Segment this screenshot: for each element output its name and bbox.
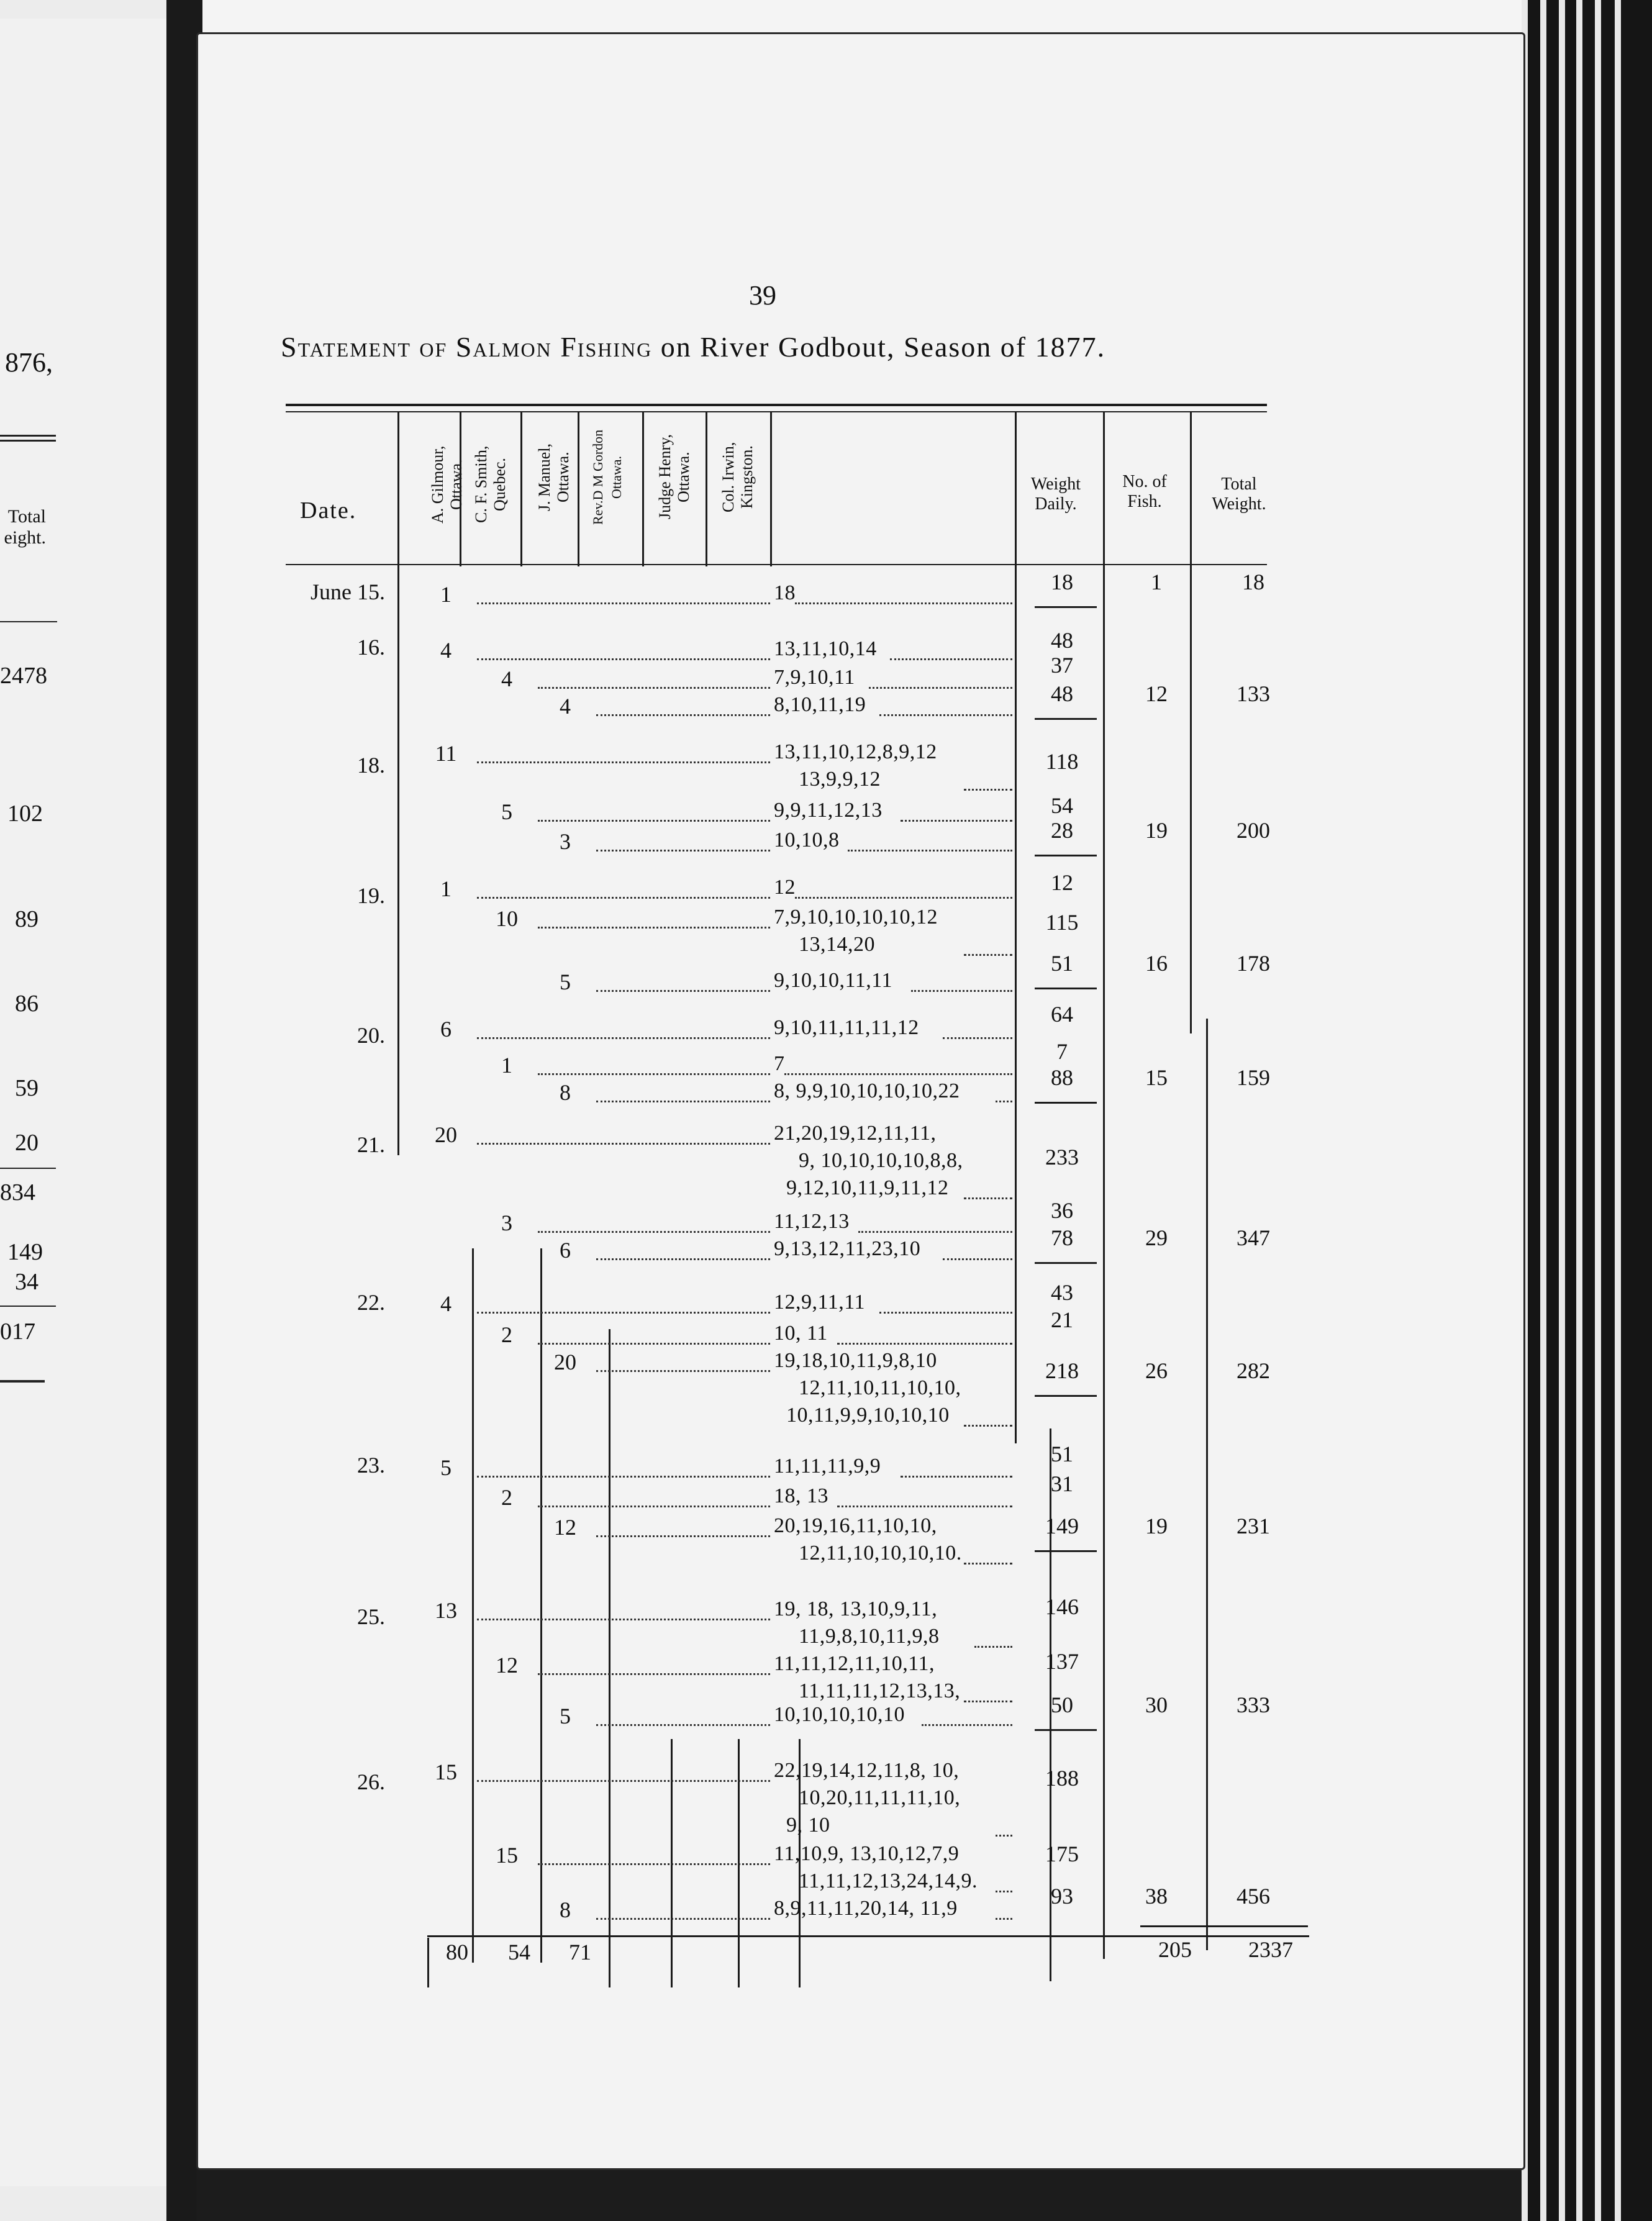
weight-daily: 88 [1051, 1065, 1073, 1090]
column-rule [1206, 1019, 1208, 1950]
title-rule [286, 404, 1267, 406]
angler-count: 3 [560, 829, 571, 854]
fish-weights: 12,9,11,11 [774, 1291, 865, 1314]
angler-count: 8 [560, 1897, 571, 1922]
dot-leader [477, 1037, 770, 1039]
day-total-weight: 333 [1237, 1692, 1270, 1717]
weight-daily: 31 [1051, 1471, 1073, 1496]
column-rule [706, 412, 707, 566]
dot-leader [974, 1646, 1012, 1648]
angler-count: 8 [560, 1080, 571, 1105]
dot-leader [596, 1370, 770, 1372]
weight-daily: 118 [1045, 749, 1079, 774]
day-fish-count: 30 [1145, 1692, 1168, 1717]
weight-daily: 51 [1051, 951, 1073, 976]
prev-value: 20 [15, 1130, 39, 1156]
weight-daily: 137 [1045, 1649, 1079, 1674]
day-fish-count: 19 [1145, 818, 1168, 843]
weight-daily: 93 [1051, 1884, 1073, 1909]
day-total-weight: 133 [1237, 681, 1270, 706]
fish-weights: 8, 9,9,10,10,10,10,22 [774, 1079, 960, 1102]
dot-leader [901, 1476, 1012, 1478]
prev-value: 59 [15, 1075, 39, 1101]
dot-leader [477, 1476, 770, 1478]
fish-weights: 19,18,10,11,9,8,10 [774, 1349, 937, 1372]
angler-count: 3 [501, 1210, 512, 1235]
day-total-weight: 18 [1242, 570, 1264, 594]
day-rule [1035, 1262, 1097, 1264]
dot-leader [858, 1231, 1012, 1233]
dot-leader [538, 927, 770, 929]
angler-count: 5 [440, 1455, 452, 1480]
prev-rule [0, 435, 56, 437]
row-date: 19. [357, 883, 385, 908]
angler-count: 10 [496, 906, 518, 931]
totals-rule [1140, 1925, 1308, 1927]
dot-leader [964, 1425, 1012, 1427]
dot-leader [538, 1506, 770, 1507]
dot-leader [477, 658, 770, 660]
day-rule [1035, 1550, 1097, 1552]
fish-weights: 18 [774, 581, 796, 604]
weight-daily: 78 [1051, 1225, 1073, 1250]
dot-leader [596, 1535, 770, 1537]
fish-weights: 11,11,11,12,13,13, [799, 1679, 961, 1702]
header-angler-smith: C. F. Smith, Quebec. [472, 445, 509, 524]
day-total-weight: 456 [1237, 1884, 1270, 1909]
angler-count: 5 [560, 1704, 571, 1728]
fish-weights: 9,12,10,11,9,11,12 [786, 1176, 949, 1199]
dot-leader [784, 1073, 1012, 1075]
dot-leader [837, 1343, 1012, 1345]
dot-leader [848, 850, 1012, 852]
total-smith: 54 [508, 1940, 530, 1964]
fish-weights: 10,11,9,9,10,10,10 [786, 1404, 950, 1427]
fish-weights: 19, 18, 13,10,9,11, [774, 1597, 938, 1620]
dot-leader [477, 761, 770, 763]
weight-daily: 175 [1045, 1842, 1079, 1866]
fish-weights: 20,19,16,11,10,10, [774, 1514, 937, 1537]
column-rule [397, 412, 399, 1155]
dot-leader [477, 897, 770, 899]
fish-weights: 9,13,12,11,23,10 [774, 1237, 921, 1260]
day-rule [1035, 606, 1097, 608]
prev-value: 149 [7, 1239, 43, 1265]
weight-daily: 50 [1051, 1692, 1073, 1717]
fish-weights: 7 [774, 1052, 785, 1075]
fish-weights: 22,19,14,12,11,8, 10, [774, 1759, 960, 1782]
dot-leader [596, 714, 770, 716]
day-fish-count: 29 [1145, 1225, 1168, 1250]
fish-weights: 11,11,12,11,10,11, [774, 1652, 935, 1675]
header-no-of-fish: No. of Fish. [1122, 472, 1167, 511]
angler-count: 12 [496, 1653, 518, 1678]
angler-count: 20 [435, 1122, 457, 1147]
weight-daily: 37 [1051, 653, 1073, 678]
dot-leader [996, 1101, 1012, 1102]
angler-count: 20 [554, 1350, 576, 1374]
fish-weights: 9, 10 [786, 1814, 830, 1837]
angler-count: 5 [560, 970, 571, 994]
row-date: 26. [357, 1769, 385, 1794]
weight-daily: 146 [1045, 1594, 1079, 1619]
dot-leader [538, 1231, 770, 1233]
previous-page [0, 19, 170, 2186]
dot-leader [943, 1037, 1012, 1039]
column-rule [1015, 412, 1017, 1443]
angler-count: 4 [560, 694, 571, 719]
fish-weights: 12,11,10,10,10,10. [799, 1542, 962, 1565]
column-rule [609, 1329, 610, 1987]
prev-value: 017 [0, 1319, 35, 1345]
day-total-weight: 347 [1237, 1225, 1270, 1250]
prev-title-fragment: 876, [5, 347, 53, 378]
dot-leader [477, 1143, 770, 1145]
dot-leader [964, 789, 1012, 791]
fish-weights: 11,9,8,10,11,9,8 [799, 1625, 940, 1648]
total-gilmour: 80 [446, 1940, 468, 1964]
day-rule [1035, 855, 1097, 856]
prev-rule [0, 1306, 56, 1307]
angler-count: 6 [560, 1238, 571, 1263]
prev-value: 86 [15, 991, 39, 1017]
row-date: 16. [357, 635, 385, 660]
row-date: 21. [357, 1132, 385, 1157]
dot-leader [477, 1312, 770, 1314]
row-date: 20. [357, 1023, 385, 1048]
row-date: 22. [357, 1290, 385, 1315]
fish-weights: 8,9,11,11,20,14, 11,9 [774, 1897, 958, 1920]
weight-daily: 28 [1051, 818, 1073, 843]
row-date: June 15. [311, 579, 385, 604]
prev-value: 2478 [0, 663, 47, 689]
dot-leader [596, 1724, 770, 1726]
angler-count: 4 [501, 666, 512, 691]
prev-rule [0, 1168, 56, 1169]
angler-count: 15 [435, 1760, 457, 1784]
dot-leader [879, 1312, 1012, 1314]
page-title: Statement of Salmon Fishing on River Godbout, Season of 1877. [281, 331, 1106, 363]
header-date: Date. [300, 497, 357, 524]
prev-value: 89 [15, 906, 39, 932]
prev-value: 834 [0, 1179, 35, 1206]
weight-daily: 54 [1051, 793, 1073, 818]
weight-daily: 36 [1051, 1198, 1073, 1223]
angler-count: 6 [440, 1017, 452, 1042]
dot-leader [795, 897, 1012, 899]
dot-leader [964, 1701, 1012, 1702]
header-weight-daily: Weight Daily. [1030, 475, 1081, 514]
weight-daily: 218 [1045, 1358, 1079, 1383]
header-rule [286, 564, 1267, 565]
fish-weights: 13,14,20 [799, 933, 875, 956]
weight-daily: 149 [1045, 1514, 1079, 1538]
angler-count: 15 [496, 1843, 518, 1868]
weight-daily: 7 [1056, 1039, 1068, 1064]
dot-leader [996, 1891, 1012, 1892]
day-fish-count: 19 [1145, 1514, 1168, 1538]
total-weight: 2337 [1248, 1937, 1293, 1962]
angler-count: 4 [440, 638, 452, 663]
angler-count: 1 [440, 582, 452, 607]
dot-leader [964, 954, 1012, 956]
day-rule [1035, 1729, 1097, 1731]
fish-weights: 11,11,11,9,9 [774, 1455, 881, 1478]
column-rule [1103, 412, 1105, 1959]
fish-weights: 7,9,10,11 [774, 666, 855, 689]
title-rule [286, 411, 1267, 412]
weight-daily: 51 [1051, 1442, 1073, 1466]
header-angler-gordon: Rev.D M Gordon Ottawa. [590, 429, 624, 525]
day-fish-count: 38 [1145, 1884, 1168, 1909]
fish-weights: 10,10,8 [774, 829, 840, 852]
dot-leader [538, 687, 770, 689]
day-total-weight: 231 [1237, 1514, 1270, 1538]
angler-count: 4 [440, 1291, 452, 1316]
fish-weights: 11,11,12,13,24,14,9. [799, 1869, 978, 1892]
day-fish-count: 15 [1145, 1065, 1168, 1090]
angler-count: 1 [440, 876, 452, 901]
dot-leader [538, 1073, 770, 1075]
day-fish-count: 12 [1145, 681, 1168, 706]
dot-leader [869, 687, 1012, 689]
fish-weights: 8,10,11,19 [774, 693, 866, 716]
fish-weights: 12 [774, 876, 796, 899]
total-manuel: 71 [569, 1940, 591, 1964]
column-rule [520, 412, 522, 566]
angler-count: 2 [501, 1485, 512, 1510]
row-date: 23. [357, 1453, 385, 1478]
fish-weights: 9, 10,10,10,10,8,8, [799, 1149, 963, 1172]
day-rule [1035, 1102, 1097, 1104]
column-rule [1190, 412, 1192, 1033]
dot-leader [596, 1258, 770, 1260]
day-fish-count: 26 [1145, 1358, 1168, 1383]
day-total-weight: 282 [1237, 1358, 1270, 1383]
dot-leader [879, 714, 1012, 716]
fish-weights: 10,10,10,10,10 [774, 1703, 905, 1726]
header-angler-henry: Judge Henry, Ottawa. [656, 434, 692, 520]
weight-daily: 18 [1051, 570, 1073, 594]
prev-rule [0, 621, 57, 622]
dot-leader [964, 1197, 1012, 1199]
angler-count: 12 [554, 1515, 576, 1540]
dot-leader [538, 1863, 770, 1865]
dot-leader [996, 1835, 1012, 1837]
day-rule [1035, 988, 1097, 989]
weight-daily: 12 [1051, 870, 1073, 895]
day-fish-count: 16 [1145, 951, 1168, 976]
dot-leader [922, 1724, 1012, 1726]
dot-leader [943, 1258, 1012, 1260]
dot-leader [596, 1101, 770, 1102]
fish-weights: 10, 11 [774, 1322, 828, 1345]
dot-leader [538, 820, 770, 822]
fish-weights: 12,11,10,11,10,10, [799, 1376, 961, 1399]
dot-leader [911, 990, 1012, 992]
header-total-weight: Total Weight. [1212, 475, 1266, 514]
dot-leader [996, 1918, 1012, 1920]
prev-rule [0, 440, 56, 442]
dot-leader [964, 1563, 1012, 1565]
dot-leader [596, 850, 770, 852]
weight-daily: 48 [1051, 628, 1073, 653]
total-fish: 205 [1158, 1937, 1192, 1962]
fish-weights: 9,10,11,11,11,12 [774, 1016, 919, 1039]
header-angler-gilmour: A. Gilmour, Ottawa. [429, 445, 465, 524]
dot-leader [837, 1506, 1012, 1507]
bottom-band [196, 2168, 1522, 2221]
dot-leader [477, 602, 770, 604]
fish-weights: 11,10,9, 13,10,12,7,9 [774, 1842, 960, 1865]
weight-daily: 64 [1051, 1002, 1073, 1027]
fish-weights: 11,12,13 [774, 1210, 850, 1233]
prev-rule [0, 1380, 45, 1383]
prev-value: 102 [7, 801, 43, 827]
weight-daily: 43 [1051, 1280, 1073, 1305]
angler-count: 5 [501, 799, 512, 824]
fish-weights: 9,10,10,11,11 [774, 969, 892, 992]
dot-leader [596, 1918, 770, 1920]
dot-leader [538, 1673, 770, 1675]
fish-weights: 13,11,10,14 [774, 637, 877, 660]
dot-leader [795, 602, 1012, 604]
column-rule [770, 412, 772, 566]
angler-count: 13 [435, 1598, 457, 1623]
dot-leader [890, 658, 1012, 660]
page-number: 39 [749, 280, 776, 311]
dot-leader [901, 820, 1012, 822]
row-date: 18. [357, 753, 385, 778]
header-angler-irwin: Col. Irwin, Kingston. [719, 442, 756, 512]
fish-weights: 10,20,11,11,11,10, [799, 1786, 961, 1809]
weight-daily: 233 [1045, 1145, 1079, 1170]
column-rule [578, 412, 579, 566]
page-edges [1522, 0, 1652, 2221]
day-fish-count: 1 [1151, 570, 1162, 594]
row-date: 25. [357, 1604, 385, 1629]
fish-weights: 7,9,10,10,10,10,12 [774, 906, 938, 929]
day-total-weight: 200 [1237, 818, 1270, 843]
weight-daily: 48 [1051, 681, 1073, 706]
angler-count: 2 [501, 1322, 512, 1347]
column-rule [460, 412, 461, 566]
prev-header-total: Total eight. [4, 506, 46, 548]
weight-daily: 21 [1051, 1307, 1073, 1332]
weight-daily: 188 [1045, 1766, 1079, 1791]
angler-count: 1 [501, 1053, 512, 1078]
day-rule [1035, 718, 1097, 720]
fish-weights: 9,9,11,12,13 [774, 799, 883, 822]
header-angler-manuel: J. Manuel, Ottawa. [535, 443, 572, 511]
day-rule [1035, 1395, 1097, 1397]
dot-leader [477, 1619, 770, 1620]
dot-leader [538, 1343, 770, 1345]
dot-leader [477, 1780, 770, 1782]
fish-weights: 18, 13 [774, 1484, 828, 1507]
dot-leader [596, 990, 770, 992]
day-total-weight: 178 [1237, 951, 1270, 976]
fish-weights: 13,9,9,12 [799, 768, 881, 791]
angler-count: 11 [435, 741, 457, 766]
fish-weights: 21,20,19,12,11,11, [774, 1122, 937, 1145]
day-total-weight: 159 [1237, 1065, 1270, 1090]
weight-daily: 115 [1045, 910, 1079, 935]
fish-weights: 13,11,10,12,8,9,12 [774, 740, 937, 763]
column-rule [642, 412, 644, 566]
prev-value: 34 [15, 1269, 39, 1295]
